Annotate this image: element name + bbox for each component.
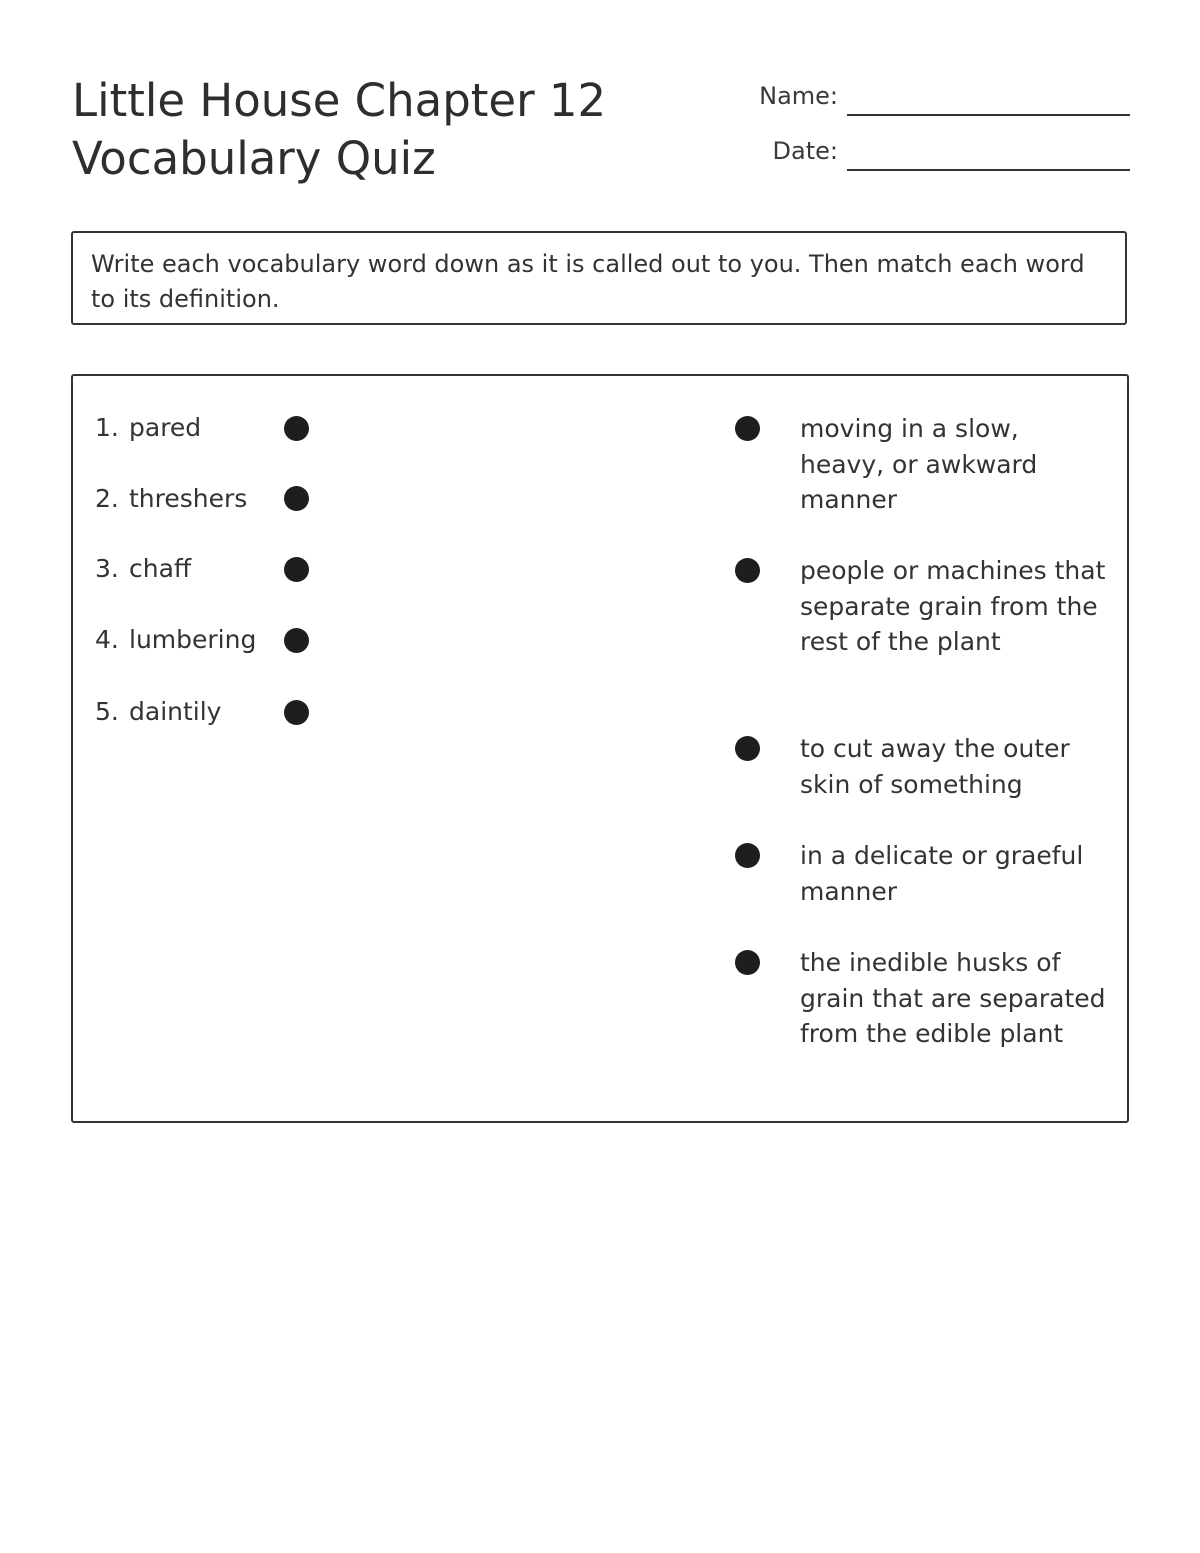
word-match-dot-1[interactable] [284,416,309,441]
word-match-dot-2[interactable] [284,486,309,511]
definition-5: the inedible husks of grain that are separated from the edible plant [800,948,1106,1048]
title-line-1: Little House Chapter 12 [72,74,607,127]
word-item-5 [95,696,221,728]
word-text: lumbering [129,625,257,654]
word-text: pared [129,413,202,442]
word-item-2 [95,483,247,515]
name-label: Name: [759,82,838,110]
word-match-dot-5[interactable] [284,700,309,725]
definition-match-dot-3[interactable] [735,736,760,761]
word-text: daintily [129,697,222,726]
definition-1: moving in a slow, heavy, or awkward manner [800,414,1038,514]
word-text: threshers [129,484,248,513]
date-field[interactable] [700,131,1130,171]
definition-3: to cut away the outer skin of something [800,734,1070,799]
definition-match-dot-5[interactable] [735,950,760,975]
definition-match-dot-4[interactable] [735,843,760,868]
word-item-1 [95,412,201,444]
date-label: Date: [772,137,838,165]
title-line-2: Vocabulary Quiz [72,132,436,185]
word-item-4 [95,624,256,656]
name-blank-line[interactable] [847,114,1130,116]
instructions-box: Write each vocabulary word down as it is called out to you. Then match each word to its definition. [71,231,1127,325]
definition-4: in a delicate or graeful manner [800,841,1084,906]
word-item-3 [95,553,191,585]
word-number: 2. [95,484,119,513]
word-match-dot-4[interactable] [284,628,309,653]
word-text: chaff [129,554,192,583]
name-field[interactable] [700,76,1130,116]
word-number: 4. [95,625,119,654]
definition-match-dot-1[interactable] [735,416,760,441]
date-blank-line[interactable] [847,169,1130,171]
word-match-dot-3[interactable] [284,557,309,582]
word-number: 1. [95,413,119,442]
definition-2: people or machines that separate grain from the rest of the plant [800,556,1106,656]
word-number: 3. [95,554,119,583]
word-number: 5. [95,697,119,726]
definition-match-dot-2[interactable] [735,558,760,583]
page-title [72,72,692,188]
